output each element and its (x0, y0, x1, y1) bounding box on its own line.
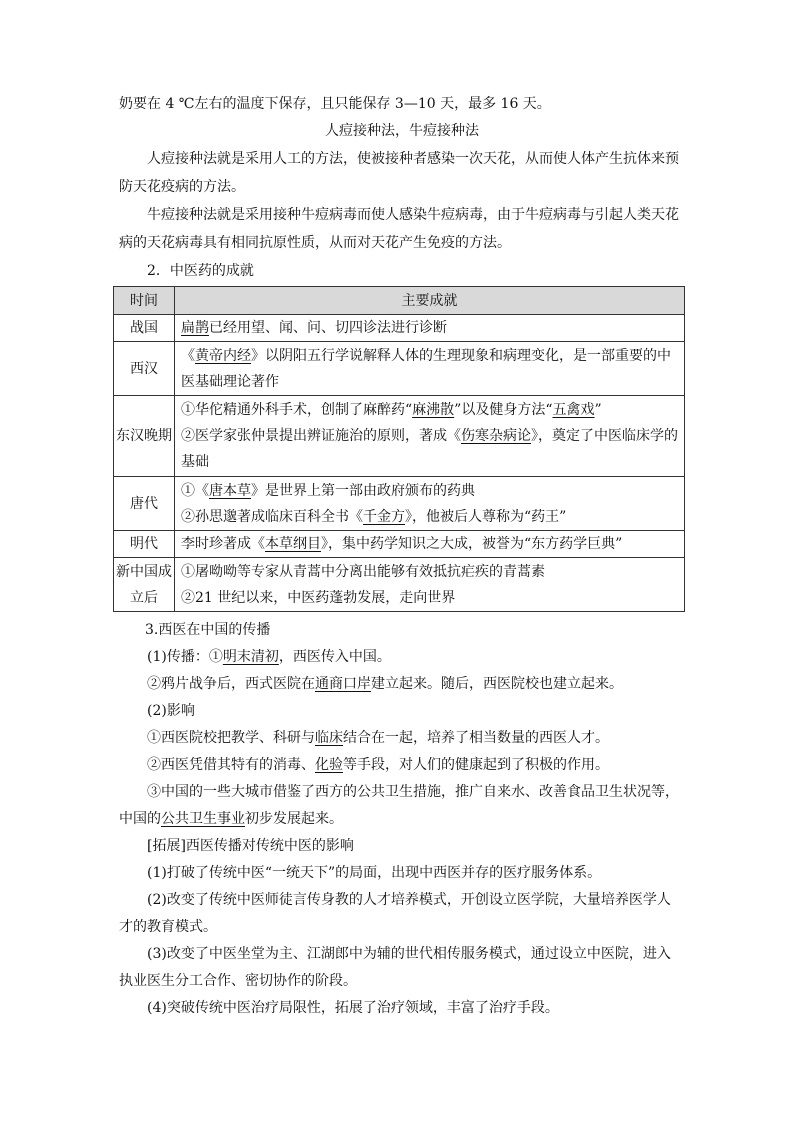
period-cell: 西汉 (114, 342, 175, 396)
table-row (114, 531, 685, 558)
text-segment: 《 (181, 347, 195, 364)
text-segment: ②孙思邈著成临床百科全书《 (181, 508, 363, 525)
achievement-line (181, 559, 678, 585)
table-row (114, 342, 685, 396)
underlined-term: 明末清初 (222, 649, 279, 665)
text-segment: 》，奠定了中医临床学的 (531, 428, 678, 444)
text-segment: ①屠呦呦等专家从青蒿中分离出能够有效抵抗疟疾的青蒿素 (181, 563, 545, 580)
section3-title: 3.西医在中国的传播 (145, 622, 271, 638)
text-segment: 已经用望、闻、问、切四诊法进行诊断 (209, 320, 447, 336)
human-pox-line-2: 防天花疫病的方法。 (119, 179, 245, 195)
vaccination-heading: 人痘接种法，牛痘接种法 (325, 123, 479, 139)
human-pox-line-1: 人痘接种法就是采用人工的方法，使被接种者感染一次天花，从而使人体产生抗体来预 (147, 151, 679, 167)
text-segment: 李时珍著成《 (181, 536, 265, 552)
text-segment: 基础 (181, 454, 209, 470)
achievement-line (181, 369, 678, 395)
cow-pox-line-2: 病的天花病毒具有相同抗原性质，从而对天花产生免疫的方法。 (119, 235, 511, 251)
extension-p3-line-1: (3)改变了中医坐堂为主、江湖郎中为辅的世代相传服务模式，通过设立中医院，进入 (147, 946, 671, 962)
header-achievement: 主要成就 (175, 287, 685, 315)
extension-p4: (4)突破传统中医治疗局限性，拓展了治疗领域，丰富了治疗手段。 (147, 1000, 559, 1016)
intro-line: 奶要在 4 ℃左右的温度下保存，且只能保存 3—10 天，最多 16 天。 (119, 96, 551, 112)
achievement-cell (175, 558, 685, 612)
extension-p2-line-2: 才的教育模式。 (119, 919, 217, 935)
spread-2 (147, 671, 713, 697)
underlined-term: 通商口岸 (315, 676, 371, 692)
text-segment: 建立起来。随后，西医院校也建立起来。 (371, 676, 623, 692)
text-segment: 》以阴阳五行学说解释人体的生理现象和病理变化，是一部重要的中 (251, 347, 671, 364)
underlined-term: 扁鹊 (181, 320, 209, 336)
section2-title: 2．中医药的成就 (147, 263, 254, 279)
impact-2 (147, 752, 713, 778)
text-segment: 等手段，对人们的健康起到了积极的作用。 (343, 757, 609, 773)
text-segment: ①西医院校把教学、科研与 (147, 730, 315, 746)
underlined-term: 公共卫生事业 (161, 811, 245, 827)
table-row (114, 477, 685, 531)
achievement-line (181, 531, 678, 557)
text-segment: ①华佗精通外科手术，创制了麻醉药“ (181, 402, 413, 418)
spread-1 (147, 644, 713, 670)
impact-3-line-2 (119, 806, 685, 832)
text-segment: 》是世界上第一部由政府颁布的药典 (251, 482, 475, 499)
achievement-line (181, 343, 678, 369)
text-segment: 结合在一起，培养了相当数量的西医人才。 (343, 730, 609, 746)
text-segment: ” (594, 402, 602, 418)
text-segment: 》，他被后人尊称为“药王” (405, 508, 567, 525)
underlined-term: 黄帝内经 (195, 347, 251, 364)
underlined-term: 伤寒杂病论 (461, 428, 531, 444)
period-cell: 战国 (114, 315, 175, 342)
period-cell: 唐代 (114, 477, 175, 531)
achievement-cell (175, 342, 685, 396)
underlined-term: 麻沸散 (412, 402, 455, 418)
underlined-term: 化验 (315, 757, 343, 773)
text-segment: ②医学家张仲景提出辨证施治的原则，著成《 (181, 428, 461, 444)
impact-title: (2)影响 (147, 703, 195, 719)
achievement-line (181, 397, 678, 423)
text-segment: ，西医传入中国。 (278, 649, 391, 665)
extension-p2-line-1: (2)改变了传统中医师徒言传身教的人才培养模式，开创设立医学院，大量培养医学人 (147, 892, 671, 908)
table-row (114, 558, 685, 612)
table-row (114, 396, 685, 477)
achievement-cell (175, 477, 685, 531)
text-segment: ①《 (181, 482, 209, 499)
achievement-cell (175, 396, 685, 477)
extension-p1: (1)打破了传统中医“一统天下”的局面，出现中西医并存的医疗服务体系。 (147, 865, 602, 881)
achievement-line (181, 449, 678, 475)
extension-title: [拓展]西医传播对传统中医的影响 (147, 838, 354, 854)
extension-p3-line-2: 执业医生分工合作、密切协作的阶段。 (119, 973, 357, 989)
underlined-term: 临床 (315, 730, 343, 746)
underlined-term: 本草纲目 (265, 536, 321, 552)
text-segment: ”以及健身方法“ (454, 402, 553, 418)
achievements-table (113, 286, 685, 612)
text-segment: ②西医凭借其特有的消毒、 (147, 757, 315, 773)
achievement-line (181, 478, 678, 504)
text-segment: 中国的 (119, 811, 161, 827)
achievement-line (181, 315, 678, 341)
text-segment: ②21 世纪以来，中医药蓬勃发展，走向世界 (181, 589, 456, 606)
impact-1 (147, 725, 713, 751)
achievement-line (181, 504, 678, 530)
header-period: 时间 (114, 287, 175, 315)
underlined-term: 唐本草 (209, 482, 251, 499)
period-cell: 明代 (114, 531, 175, 558)
period-cell: 东汉晚期 (114, 396, 175, 477)
impact-3-line-1: ③中国的一些大城市借鉴了西方的公共卫生措施，推广自来水、改善食品卫生状况等， (147, 784, 679, 800)
achievement-cell (175, 315, 685, 342)
achievement-line (181, 585, 678, 611)
table-row (114, 315, 685, 342)
text-segment: 医基础理论著作 (181, 373, 279, 390)
text-segment: (1)传播：① (147, 649, 223, 665)
achievement-line (181, 423, 678, 449)
text-segment: ②鸦片战争后，西式医院在 (147, 676, 315, 692)
text-segment: 》，集中药学知识之大成，被誉为“东方药学巨典” (321, 536, 623, 552)
underlined-term: 千金方 (363, 508, 405, 525)
underlined-term: 五禽戏 (552, 402, 595, 418)
achievement-cell (175, 531, 685, 558)
period-cell: 新中国成立后 (114, 558, 175, 612)
text-segment: 初步发展起来。 (245, 811, 343, 827)
cow-pox-line-1: 牛痘接种法就是采用接种牛痘病毒而使人感染牛痘病毒，由于牛痘病毒与引起人类天花 (147, 207, 679, 223)
